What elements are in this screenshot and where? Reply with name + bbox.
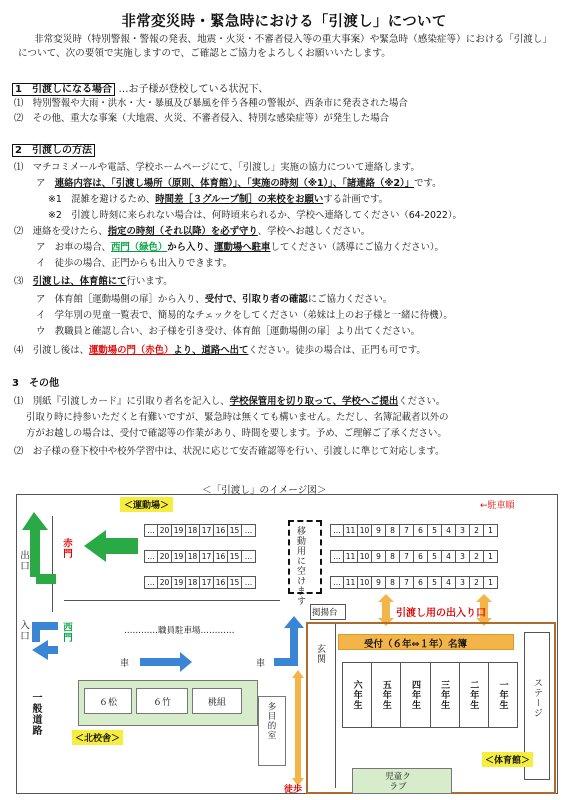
text-span: ⑷ 引渡し後は、 — [14, 345, 90, 356]
parking-slot: 6 — [414, 550, 428, 563]
parking-slot: 4 — [442, 576, 456, 589]
parking-slot: 16 — [214, 550, 228, 563]
room-momo — [192, 688, 242, 714]
intro-paragraph: 非常変災時（特別警報・警報の発表、地震・火災・不審者侵入等の重大事案）や緊急時（感染症等）における「引渡し」について、次の要領で実施しますので、ご確認とご協力をよろしくお願いいたします。 — [18, 34, 553, 59]
parking-slot: 4 — [442, 550, 456, 563]
parking-slot: 18 — [186, 524, 200, 537]
section2-line — [36, 242, 444, 254]
west-gate-label: 西門 — [61, 622, 72, 643]
text-span: ※1 混雑を避けるため、 — [48, 194, 156, 205]
text-span: ください。 — [398, 396, 446, 407]
parking-slot: 6 — [414, 524, 428, 537]
section3-heading: 3 その他 — [12, 378, 59, 389]
section1-heading-text: 1 引渡しになる場合 — [12, 83, 115, 96]
parking-slot: 11 — [344, 576, 358, 589]
grade-2: 二年生 — [460, 663, 489, 727]
parking-slot: 1 — [484, 550, 498, 563]
parking-slot: 19 — [172, 524, 186, 537]
child-club-label: 児童クラブ — [385, 772, 411, 792]
text-span: より、道路へ出て — [173, 345, 249, 356]
text-span: から入り、 — [167, 242, 215, 253]
multipurpose-label: 多目的室 — [266, 702, 276, 740]
section2-line — [14, 226, 370, 238]
parking-slot: 1 — [484, 576, 498, 589]
text-span: ⑵ 連絡を受けたら、 — [14, 226, 108, 237]
section3-line: ⑵ お子様の登下校中や校外学習中は、状況に応じて安否確認等を行い、引渡しに準じて対応します。 — [14, 446, 445, 457]
section2-heading — [12, 145, 95, 157]
entrance-hall-label: 玄関 — [315, 644, 325, 664]
parking-slot: 5 — [428, 576, 442, 589]
parking-slot: 2 — [470, 576, 484, 589]
parking-slot: 17 — [200, 524, 214, 537]
parking-slot: 15 — [228, 550, 242, 563]
text-span: 学校保管用を切り取って、学校へご提出 — [229, 396, 399, 407]
text-span: 指定の時刻（それ以降）を必ず守り — [107, 226, 258, 237]
parking-slot: 20 — [158, 550, 172, 563]
road-label: 一般道路 — [30, 692, 41, 736]
text-span: ⑴ 別紙『引渡しカード』に引取り者名を記入し、 — [14, 396, 230, 407]
parking-slot: 20 — [158, 576, 172, 589]
section3-line: 方がお越しの場合は、受付で確認等の作業があり、時間を要します。予め、ご理解ご了承ください。 — [26, 428, 447, 439]
parking-slot: 4 — [442, 524, 456, 537]
parking-slot: 7 — [400, 550, 414, 563]
text-span: 運動場へ駐車 — [214, 242, 271, 253]
parking-slot: … — [330, 576, 344, 589]
section2-line: ※2 引渡し時刻に来られない場合は、何時頃来られるか、学校へ連絡してください（64-2022）。 — [48, 210, 462, 221]
parking-slot: 16 — [214, 524, 228, 537]
text-span: 運動場の門（赤色） — [89, 345, 174, 356]
parking-slot: 17 — [200, 576, 214, 589]
grade-6: 六年生 — [343, 663, 372, 727]
text-span: 受付で、引取り者の確認 — [204, 294, 308, 305]
parking-slot: 7 — [400, 576, 414, 589]
parking-slot: 18 — [186, 576, 200, 589]
section2-line — [14, 345, 426, 357]
parking-slot: … — [144, 550, 158, 563]
parking-slot: 7 — [400, 524, 414, 537]
section2-heading-text: 2 引渡しの方法 — [12, 144, 95, 157]
parking-slot: 10 — [358, 550, 372, 563]
parking-slot: 9 — [372, 524, 386, 537]
parking-slot: 19 — [172, 576, 186, 589]
parking-slot: 3 — [456, 524, 470, 537]
parking-slot: 5 — [428, 550, 442, 563]
parking-slot: … — [242, 524, 256, 537]
parking-slot: 16 — [214, 576, 228, 589]
parking-slot: 3 — [456, 550, 470, 563]
staff-parking-label: …………職員駐車場………… — [124, 626, 235, 636]
red-gate-arrow — [84, 530, 138, 562]
parking-slot: 1 — [484, 524, 498, 537]
reception-label: 受付（６年⇔１年）名簿 — [364, 639, 467, 650]
text-span: 、学校へお越しください。 — [257, 226, 371, 237]
walk-arrow — [292, 670, 304, 786]
text-span: ア お車の場合、 — [36, 242, 112, 253]
walk-label: 徒歩 — [284, 785, 303, 795]
parking-slot: … — [330, 550, 344, 563]
parking-slot: 15 — [228, 524, 242, 537]
text-span: 時間差［３グループ制］の来校をお願い — [155, 194, 324, 205]
section1-note: …お子様が登校している状況下、 — [118, 84, 269, 95]
entrance-arrow-blue — [32, 622, 58, 660]
page-title: 非常変災時・緊急時における「引渡し」について — [121, 14, 447, 30]
section3-line — [14, 396, 445, 408]
section2-line: ウ 教職員と確認し合い、お子様を引き受け、体育館［運動場側の扉］より出てください。 — [36, 326, 421, 337]
room-6-take — [136, 688, 188, 714]
parking-slot: 10 — [358, 576, 372, 589]
room-label: ６竹 — [152, 697, 171, 708]
parking-slot: 11 — [344, 550, 358, 563]
parking-slot: 10 — [358, 524, 372, 537]
text-span: です。 — [414, 178, 442, 189]
reserved-lane-label: 移動用に空けます — [295, 526, 305, 606]
handover-door-label: 引渡し用の出入り口 — [396, 608, 486, 619]
grade-3: 三年生 — [431, 663, 460, 727]
parking-slot: 11 — [344, 524, 358, 537]
parking-slot: 2 — [470, 550, 484, 563]
parking-slot: … — [144, 524, 158, 537]
car-label-1: 車 — [120, 659, 130, 669]
parking-slot: … — [242, 550, 256, 563]
section1-item: ⑴ 特別警報や大雨・洪水・大・暴風及び暴風を伴う各種の警報が、西条市に発表された場合 — [14, 98, 408, 109]
section1-heading — [12, 84, 268, 96]
parking-order-label: ←駐車順 — [480, 501, 515, 511]
section3-line: 引取り時に持参いただくと有難いですが、緊急時は無くても構いません。ただし、名簿記載者以外の — [26, 412, 449, 423]
room-label: ６松 — [98, 697, 117, 708]
playground-label: ＜運動場＞ — [120, 497, 173, 512]
exit-label: 出口 — [18, 550, 29, 571]
car-arrow-1 — [140, 652, 192, 672]
parking-slot: 9 — [372, 550, 386, 563]
section2-line: ⑴ マチコミメールや電話、学校ホームページにて、「引渡し」実施の協力について連絡します。 — [14, 162, 420, 173]
text-span: 西門（緑色） — [111, 242, 168, 253]
text-span: 引渡しは、体育館にて — [32, 276, 127, 287]
section2-line — [14, 276, 173, 288]
section1-item: ⑵ その他、重大な事案（大地震、火災、不審者侵入、特別な感染症等）が発生した場合 — [14, 113, 390, 124]
section2-line: イ 学年別の児童一覧表で、簡易的なチェックをしてください（弟妹は上のお子様と一緒に待機）。 — [36, 310, 453, 321]
section2-line — [36, 294, 392, 306]
text-span: ⑶ — [14, 276, 33, 287]
parking-slot: … — [330, 524, 344, 537]
grade-4: 四年生 — [401, 663, 430, 727]
section2-line — [36, 178, 441, 190]
grade-area — [342, 662, 518, 728]
text-span: にご協力ください。 — [307, 294, 393, 305]
text-span: 連絡内容は、「引渡し場所（原則、体育館）」、「実施の時刻（※1）」、「諸連絡（※2）」 — [54, 178, 415, 189]
parking-slot: … — [242, 576, 256, 589]
parking-slot: 8 — [386, 576, 400, 589]
car-arrow-2 — [274, 616, 304, 666]
parking-slot: 5 — [428, 524, 442, 537]
flag-stand-label: 掲揚台 — [312, 608, 338, 618]
text-span: 行います。 — [126, 276, 173, 287]
text-span: ください。徒歩の場合は、正門も可です。 — [248, 345, 426, 356]
parking-slot: … — [144, 576, 158, 589]
entrance-label: 入口 — [18, 620, 29, 641]
parking-slot: 8 — [386, 524, 400, 537]
gym-label: ＜体育館＞ — [482, 752, 533, 767]
grade-1: 一年生 — [497, 680, 508, 710]
room-6-matsu — [84, 688, 132, 714]
text-span: する計画です。 — [323, 194, 389, 205]
grade-5: 五年生 — [372, 663, 401, 727]
handover-diagram — [12, 482, 560, 797]
parking-slot: 2 — [470, 524, 484, 537]
text-span: ア 体育館［運動場側の扉］から入り、 — [36, 294, 205, 305]
parking-slot: 9 — [372, 576, 386, 589]
parking-slot: 19 — [172, 550, 186, 563]
section2-line: イ 徒歩の場合、正門からも出入りできます。 — [36, 258, 233, 269]
section2-line — [48, 194, 388, 206]
exit-arrow-green — [22, 512, 56, 584]
parking-slot: 20 — [158, 524, 172, 537]
parking-slot: 18 — [186, 550, 200, 563]
red-gate-label: 赤門 — [61, 538, 72, 559]
parking-slot: 6 — [414, 576, 428, 589]
stage-label: ステージ — [532, 678, 542, 718]
parking-slot: 8 — [386, 550, 400, 563]
north-building-label: ＜北校舎＞ — [72, 730, 123, 745]
parking-slot: 3 — [456, 576, 470, 589]
parking-slot: 17 — [200, 550, 214, 563]
text-span: してください（誘導にご協力ください）。 — [270, 242, 444, 253]
room-label: 桃組 — [207, 697, 226, 708]
car-label-2: 車 — [256, 659, 266, 669]
diagram-title: ＜「引渡し」のイメージ図＞ — [202, 485, 327, 496]
text-span: ア — [36, 178, 55, 189]
parking-slot: 15 — [228, 576, 242, 589]
